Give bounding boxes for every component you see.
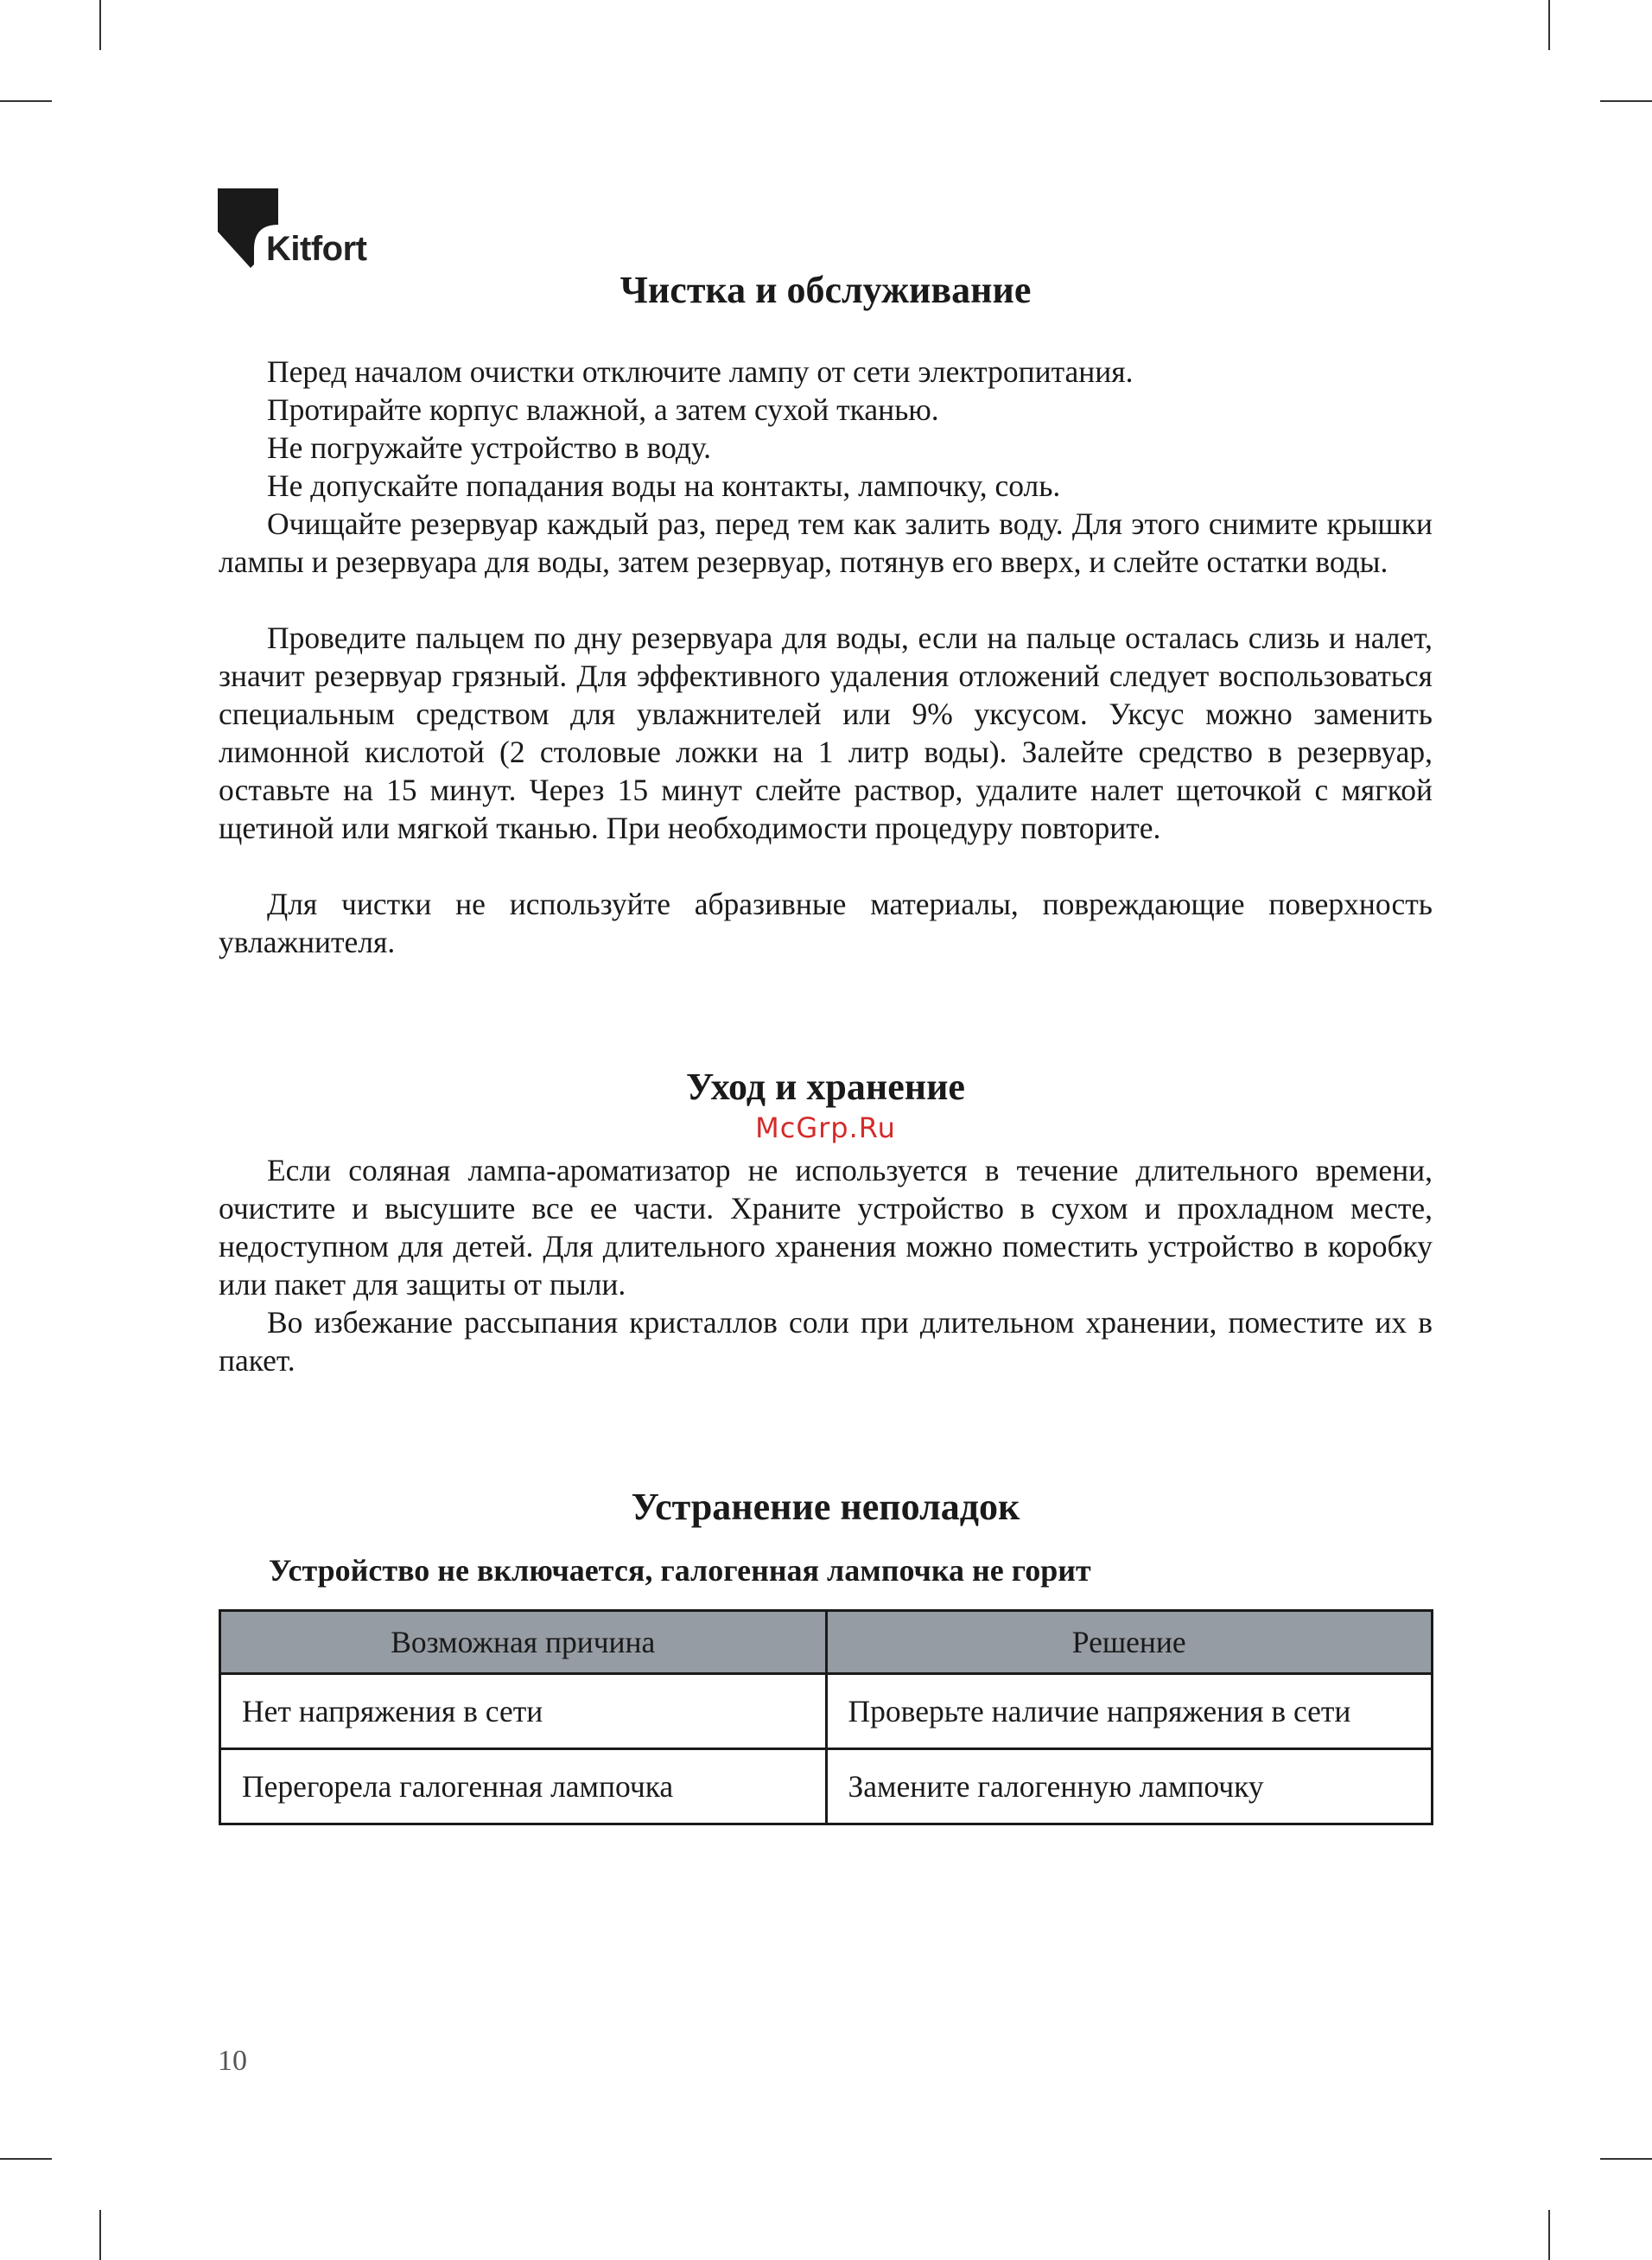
crop-mark bbox=[99, 0, 101, 50]
table-cell-cause: Нет напряжения в сети bbox=[220, 1674, 827, 1749]
cleaning-paragraph: Проведите пальцем по дну резервуара для воды, если на пальце осталась слизь и налет, значит резервуар грязный. Для эффективного удаления отложений следует воспользоваться специальным средством для увлажнителей или 9% уксусом. Уксус можно заменить лимонной кислотой (2 столовые ложки на 1 литр воды). Залейте средство в резервуар, оставьте на 15 минут. Через 15 минут слейте раствор, удалите налет щеточкой с мягкой щетиной или мягкой тканью. При необходимости процедуру повторите. bbox=[219, 621, 1433, 845]
crop-mark bbox=[0, 2158, 52, 2160]
storage-paragraph: Во избежание рассыпания кристаллов соли при длительном хранении, поместите их в пакет. bbox=[219, 1305, 1433, 1378]
kitfort-logo bbox=[218, 188, 391, 275]
cleaning-title: Чистка и обслуживание bbox=[620, 269, 1032, 311]
crop-mark bbox=[99, 2210, 101, 2260]
watermark: McGrp.Ru bbox=[755, 1111, 896, 1144]
troubleshooting-table bbox=[219, 1609, 1433, 1825]
cleaning-paragraph: Не погружайте устройство в воду. bbox=[267, 430, 711, 465]
troubleshooting-subtitle: Устройство не включается, галогенная лампочка не горит bbox=[269, 1553, 1091, 1588]
crop-mark bbox=[1600, 100, 1652, 102]
cleaning-paragraph: Не допускайте попадания воды на контакты, лампочку, соль. bbox=[267, 468, 1061, 503]
table-row bbox=[220, 1749, 1433, 1824]
cleaning-paragraph: Перед началом очистки отключите лампу от сети электропитания. bbox=[267, 354, 1134, 389]
page-number: 10 bbox=[218, 2045, 247, 2077]
cleaning-paragraph: Протирайте корпус влажной, а затем сухой тканью. bbox=[267, 392, 939, 427]
crop-mark bbox=[1600, 2158, 1652, 2160]
table-header-solution: Решение bbox=[826, 1611, 1433, 1674]
table-header-row bbox=[220, 1611, 1433, 1674]
brand-name: Kitfort bbox=[266, 230, 367, 268]
table-cell-solution: Замените галогенную лампочку bbox=[826, 1749, 1433, 1824]
table-cell-solution: Проверьте наличие напряжения в сети bbox=[826, 1674, 1433, 1749]
crop-mark bbox=[1548, 0, 1550, 50]
table-header-cause: Возможная причина bbox=[220, 1611, 827, 1674]
troubleshooting-title: Устранение неполадок bbox=[631, 1486, 1020, 1528]
storage-title: Уход и хранение bbox=[686, 1066, 965, 1108]
crop-mark bbox=[1548, 2210, 1550, 2260]
table-cell-cause: Перегорела галогенная лампочка bbox=[220, 1749, 827, 1824]
crop-mark bbox=[0, 100, 52, 102]
table-row bbox=[220, 1674, 1433, 1749]
storage-paragraph: Если соляная лампа-ароматизатор не используется в течение длительного времени, очистите и высушите все ее части. Храните устройство в сухом и прохладном месте, недоступном для детей. Для длительного хранения можно поместить устройство в коробку или пакет для защиты от пыли. bbox=[219, 1153, 1433, 1302]
cleaning-paragraph: Очищайте резервуар каждый раз, перед тем как залить воду. Для этого снимите крышки лампы и резервуара для воды, затем резервуар, потянув его вверх, и слейте остатки воды. bbox=[219, 506, 1433, 579]
cleaning-paragraph: Для чистки не используйте абразивные материалы, повреждающие поверхность увлажнителя. bbox=[219, 887, 1433, 959]
